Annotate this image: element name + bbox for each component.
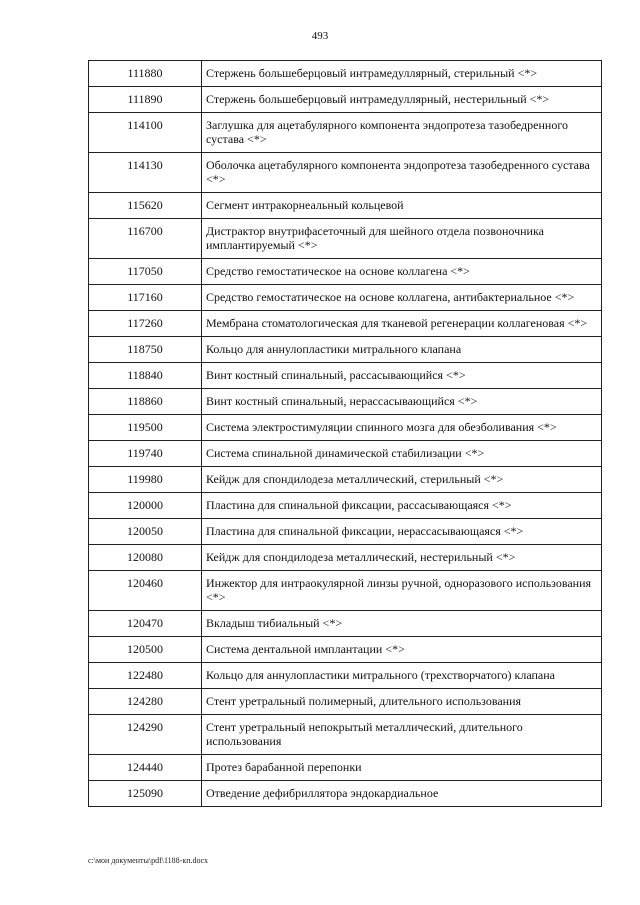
row-code: 114100: [89, 113, 202, 153]
table-row: [89, 415, 602, 441]
row-code: 119980: [89, 467, 202, 493]
row-code: 118750: [89, 337, 202, 363]
table-row: [89, 285, 602, 311]
table-body: [89, 61, 602, 807]
row-code: 120000: [89, 493, 202, 519]
row-name: Стержень большеберцовый интрамедуллярный, нестерильный <*>: [202, 87, 602, 113]
table-row: [89, 337, 602, 363]
table-row: [89, 311, 602, 337]
row-code: 117260: [89, 311, 202, 337]
row-name: Кейдж для спондилодеза металлический, стерильный <*>: [202, 467, 602, 493]
row-code: 120500: [89, 637, 202, 663]
row-code: 124290: [89, 715, 202, 755]
table-row: [89, 219, 602, 259]
row-code: 116700: [89, 219, 202, 259]
device-code-table: [88, 60, 602, 807]
row-name: Винт костный спинальный, нерассасывающийся <*>: [202, 389, 602, 415]
row-code: 118860: [89, 389, 202, 415]
table-row: [89, 87, 602, 113]
table-row: [89, 113, 602, 153]
row-name: Кольцо для аннулопластики митрального (трехстворчатого) клапана: [202, 663, 602, 689]
row-code: 115620: [89, 193, 202, 219]
row-name: Заглушка для ацетабулярного компонента эндопротеза тазобедренного сустава <*>: [202, 113, 602, 153]
row-name: Стержень большеберцовый интрамедуллярный, стерильный <*>: [202, 61, 602, 87]
row-name: Протез барабанной перепонки: [202, 755, 602, 781]
row-name: Кейдж для спондилодеза металлический, нестерильный <*>: [202, 545, 602, 571]
row-code: 111880: [89, 61, 202, 87]
table-row: [89, 259, 602, 285]
row-code: 119740: [89, 441, 202, 467]
row-name: Средство гемостатическое на основе коллагена, антибактериальное <*>: [202, 285, 602, 311]
table-row: [89, 611, 602, 637]
row-name: Вкладыш тибиальный <*>: [202, 611, 602, 637]
row-name: Система электростимуляции спинного мозга для обезболивания <*>: [202, 415, 602, 441]
row-name: Пластина для спинальной фиксации, рассасывающаяся <*>: [202, 493, 602, 519]
row-name: Отведение дефибриллятора эндокардиальное: [202, 781, 602, 807]
row-name: Стент уретральный полимерный, длительного использования: [202, 689, 602, 715]
row-name: Система спинальной динамической стабилизации <*>: [202, 441, 602, 467]
row-name: Сегмент интракорнеальный кольцевой: [202, 193, 602, 219]
row-code: 120080: [89, 545, 202, 571]
row-name: Стент уретральный непокрытый металлический, длительного использования: [202, 715, 602, 755]
table-row: [89, 715, 602, 755]
footer-file-path: c:\мои документы\pdf\1188-кп.docx: [88, 856, 209, 865]
row-code: 117160: [89, 285, 202, 311]
row-name: Пластина для спинальной фиксации, нерассасывающаяся <*>: [202, 519, 602, 545]
table-row: [89, 781, 602, 807]
row-name: Кольцо для аннулопластики митрального клапана: [202, 337, 602, 363]
row-name: Средство гемостатическое на основе коллагена <*>: [202, 259, 602, 285]
row-code: 120050: [89, 519, 202, 545]
table-row: [89, 755, 602, 781]
table-row: [89, 441, 602, 467]
row-code: 122480: [89, 663, 202, 689]
row-code: 117050: [89, 259, 202, 285]
table-row: [89, 689, 602, 715]
row-code: 111890: [89, 87, 202, 113]
row-name: Мембрана стоматологическая для тканевой регенерации коллагеновая <*>: [202, 311, 602, 337]
row-name: Оболочка ацетабулярного компонента эндопротеза тазобедренного сустава <*>: [202, 153, 602, 193]
row-code: 120470: [89, 611, 202, 637]
table-row: [89, 637, 602, 663]
table-row: [89, 389, 602, 415]
table-row: [89, 193, 602, 219]
row-code: 124440: [89, 755, 202, 781]
table-row: [89, 153, 602, 193]
table-row: [89, 363, 602, 389]
row-code: 119500: [89, 415, 202, 441]
table-row: [89, 545, 602, 571]
row-name: Система дентальной имплантации <*>: [202, 637, 602, 663]
page-number: 493: [311, 30, 329, 42]
table-row: [89, 61, 602, 87]
table-row: [89, 571, 602, 611]
row-name: Дистрактор внутрифасеточный для шейного отдела позвоночника имплантируемый <*>: [202, 219, 602, 259]
table-row: [89, 663, 602, 689]
row-code: 120460: [89, 571, 202, 611]
row-code: 114130: [89, 153, 202, 193]
row-code: 118840: [89, 363, 202, 389]
table-row: [89, 493, 602, 519]
table-row: [89, 519, 602, 545]
row-code: 125090: [89, 781, 202, 807]
row-name: Инжектор для интраокулярной линзы ручной, одноразового использования <*>: [202, 571, 602, 611]
row-code: 124280: [89, 689, 202, 715]
row-name: Винт костный спинальный, рассасывающийся <*>: [202, 363, 602, 389]
table-row: [89, 467, 602, 493]
